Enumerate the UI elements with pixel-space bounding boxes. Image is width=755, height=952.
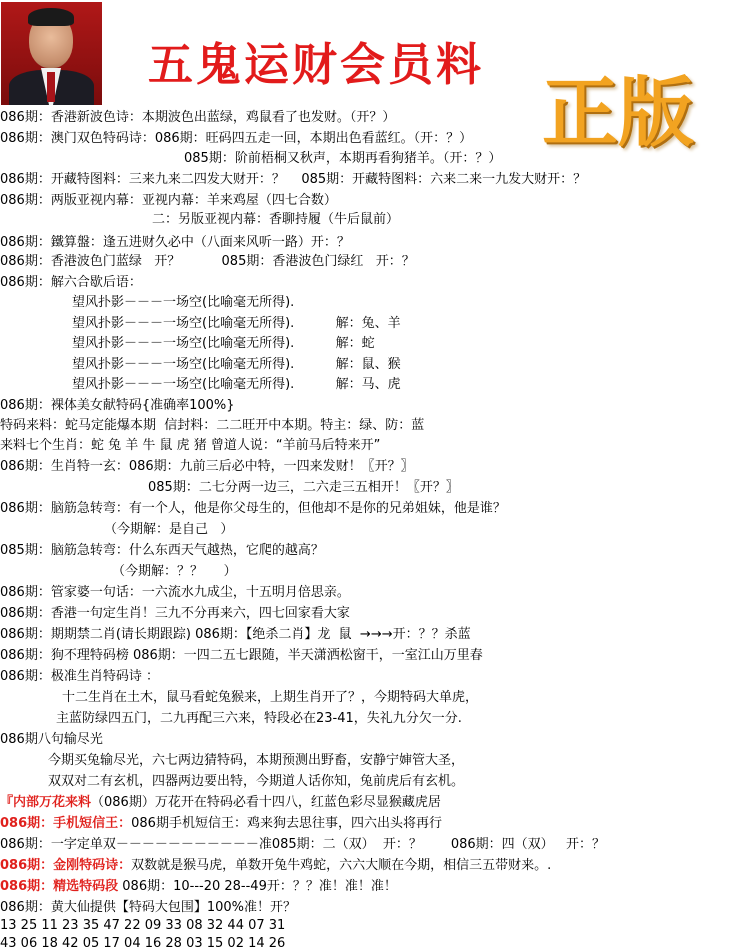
line-eight-verses-heading: 086期八句输尽光 (0, 732, 103, 747)
line-zodiac-poem-1: 十二生肖在土木，鼠马看蛇兔猴来，上期生肖开了？，今期特码大单虎， (62, 690, 479, 705)
line-abacus: 086期：鐵算盤：逢五进财久必中（八面来风听一路）开：？ (0, 235, 350, 250)
line-special-source: 特码来料：蛇马定能爆本期 信封料：二二旺开中本期。特主：绿、防：蓝 (0, 418, 425, 433)
numbers-row-1: 13 25 11 23 35 47 22 09 33 08 32 44 07 31 (0, 918, 286, 933)
proverb-item: 望风扑影－－－一场空(比喻毫无所得). 解：兔、羊 (72, 316, 401, 331)
line-zodiac-mystery: 086期：生肖特一玄：086期：九前三后必中特，一四来发财！〖开？〗 (0, 459, 414, 474)
line-riddle-085-answer: （今期解：？？ ） (112, 564, 237, 579)
line-sms-king: 086期：手机短信王：086期手机短信王：鸡来狗去思往事，四六出头将再行 (0, 816, 442, 831)
genuine-stamp: 正版 (542, 68, 694, 157)
line-zodiac-poem-heading: 086期：极准生肖特码诗 ： (0, 669, 159, 684)
line-number-range: 086期：精选特码段 086期：10---20 28--49开：？？准！准！准！ (0, 879, 397, 894)
line-zodiac-poem-2: 主蓝防绿四五门，二九再配三六来，特段必在23-41，失礼九分欠一分. (56, 711, 462, 726)
line-special-number: 086期：裸体美女献特码{准确率100%} (0, 398, 235, 413)
line-atv-inside: 086期：两版亚视内幕：亚视内幕：羊来鸡屋（四七合数） (0, 193, 337, 208)
portrait-photo (1, 2, 102, 105)
line-odd-even: 086期：一字定单双－－－－－－－－－－－准085期：二（双） 开：？ 086期：四（双） 开：？ (0, 837, 606, 852)
proverb-item: 望风扑影－－－一场空(比喻毫无所得). 解：蛇 (72, 336, 375, 351)
line-banned-zodiac: 086期：期期禁二肖(请长期跟踪) 086期：【绝杀二肖】龙 鼠 →→→开：？？杀蓝 (0, 627, 471, 642)
page-title: 五鬼运财会员料 (148, 38, 485, 91)
line-seven-zodiacs: 来料七个生肖：蛇 兔 羊 牛 鼠 虎 猪 曾道人说：“羊前马后特来开” (0, 438, 381, 453)
numbers-row-2: 43 06 18 42 05 17 04 16 28 03 15 02 14 26 (0, 936, 286, 951)
line-housekeeper: 086期：管家婆一句话：一六流水九成尘，十五明月倍思亲。 (0, 585, 350, 600)
line-kingkong-poem: 086期：金刚特码诗：双数就是猴马虎，单数开兔牛鸡蛇，六六大顺在今期，相信三五带财来。. (0, 858, 552, 873)
line-proverb-heading: 086期：解六合歇后语： (0, 275, 142, 290)
line-riddle: 086期：脑筋急转弯：有一个人，他是你父母生的，但他却不是你的兄弟姐妹，他是谁？ (0, 501, 506, 516)
line-special-chart: 086期：开藏特图料：三来九来二四发大财开：？ 085期：开藏特图料：六来二来一九发大财开：？ (0, 172, 587, 187)
line-atv-inside-2: 二：另版亚视内幕：香聊持履（牛后鼠前） (152, 212, 400, 227)
line-hk-zodiac: 086期：香港一句定生肖！三九不分再来六，四七回家看大家 (0, 606, 350, 621)
line-hk-color-gate: 086期：香港波色门蓝绿 开？ 085期：香港波色门绿红 开：？ (0, 254, 415, 269)
proverb-item: 望风扑影－－－一场空(比喻毫无所得). 解：马、虎 (72, 377, 401, 392)
line-zodiac-mystery-085: 085期：二七分两一边三，二六走三五相开！〖开？〗 (148, 480, 459, 495)
line-eight-verses-1: 今期买兔输尽光，六七两边猜特码，本期预测出野畜，安静宁婶管大圣， (48, 753, 465, 768)
line-085-poem: 085期：阶前梧桐又秋声，本期再看狗猪羊。（开：？） (184, 151, 502, 166)
line-riddle-answer: （今期解：是自己 ） (104, 522, 234, 537)
line-huangdaxian: 086期：黄大仙提供【特码大包围】100%准！开？ (0, 900, 296, 915)
line-eight-verses-2: 双双对二有玄机，四器两边要出特，今期道人话你知，兔前虎后有玄机。 (48, 774, 465, 789)
line-riddle-085: 085期：脑筋急转弯：什么东西天气越热，它爬的越高？ (0, 543, 324, 558)
proverb-item: 望风扑影－－－一场空(比喻毫无所得). 解：鼠、猴 (72, 357, 401, 372)
line-wanhua: 『内部万花来料（086期）万花开在特码必看十四八，红蓝色彩尽显猴藏虎居 (0, 795, 441, 810)
line-hk-color-poem: 086期：香港新波色诗：本期波色出蓝绿，鸡鼠看了也发财。（开？） (0, 110, 396, 125)
proverb-item: 望风扑影－－－一场空(比喻毫无所得). (72, 295, 295, 310)
line-macau-color-poem: 086期：澳门双色特码诗：086期：旺码四五走一回，本期出色看蓝红。（开：？） (0, 131, 473, 146)
line-goubuli: 086期：狗不理特码榜 086期：一四二五七跟随，半天潇洒松窗干，一室江山万里春 (0, 648, 483, 663)
